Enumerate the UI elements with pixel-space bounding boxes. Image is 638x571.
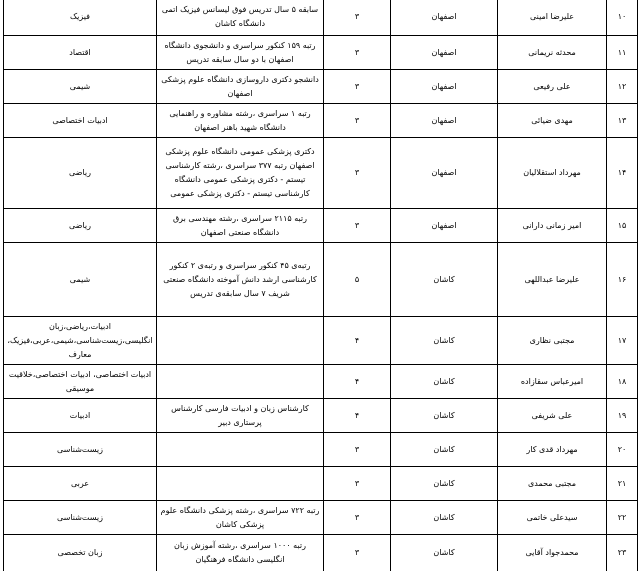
row-number-cell: ۱۰ [607, 0, 638, 36]
name-cell: مهرداد قدی کار [498, 433, 607, 467]
city-cell: اصفهان [391, 104, 498, 138]
subjects-cell: ادبیات [4, 399, 157, 433]
row-number-cell: ۲۳ [607, 535, 638, 571]
city-cell: کاشان [391, 501, 498, 535]
description-cell: رتبه ۷۲۲ سراسری ،رشته پزشکی دانشگاه علوم پزشکی کاشان [157, 501, 324, 535]
count-cell: ۳ [324, 467, 391, 501]
city-cell: اصفهان [391, 138, 498, 209]
subjects-cell: شیمی [4, 70, 157, 104]
table-row [4, 365, 638, 399]
row-number-cell: ۱۲ [607, 70, 638, 104]
subjects-cell: زیست‌شناسی [4, 501, 157, 535]
description-cell: رتبه ۱ سراسری ،رشته مشاوره و راهنمایی دانشگاه شهید باهنر اصفهان [157, 104, 324, 138]
city-cell: کاشان [391, 433, 498, 467]
description-cell: سابقه ۵ سال تدریس فوق لیسانس فیزیک اتمی دانشگاه کاشان [157, 0, 324, 36]
table-row [4, 501, 638, 535]
description-cell: رتبه‌ی ۴۵ کنکور سراسری و رتبه‌ی ۲ کنکور کارشناسی ارشد دانش آموخته دانشگاه صنعتی شریف ۷ سال سابقه‌ی تدریس [157, 243, 324, 317]
row-number-cell: ۱۴ [607, 138, 638, 209]
count-cell: ۳ [324, 70, 391, 104]
name-cell: امیر زمانی دارانی [498, 209, 607, 243]
table-row [4, 36, 638, 70]
subjects-cell: عربی [4, 467, 157, 501]
table-row [4, 138, 638, 209]
count-cell: ۴ [324, 317, 391, 365]
city-cell: کاشان [391, 243, 498, 317]
name-cell: مهدی ضیائی [498, 104, 607, 138]
name-cell: مجتبی نظاری [498, 317, 607, 365]
description-cell: رتبه ۱۰۰۰ سراسری ،رشته آموزش زبان انگلیسی دانشگاه فرهنگیان [157, 535, 324, 571]
description-cell [157, 467, 324, 501]
row-number-cell: ۲۲ [607, 501, 638, 535]
city-cell: کاشان [391, 399, 498, 433]
row-number-cell: ۱۳ [607, 104, 638, 138]
description-cell: رتبه ۱۵۹ کنکور سراسری و دانشجوی دانشگاه اصفهان با دو سال سابقه تدریس [157, 36, 324, 70]
table-row [4, 535, 638, 571]
count-cell: ۴ [324, 365, 391, 399]
subjects-cell: ریاضی [4, 138, 157, 209]
city-cell: اصفهان [391, 70, 498, 104]
name-cell: سیدعلی خاتمی [498, 501, 607, 535]
row-number-cell: ۱۹ [607, 399, 638, 433]
tutor-table [3, 0, 638, 571]
table-row [4, 104, 638, 138]
city-cell: کاشان [391, 535, 498, 571]
city-cell: کاشان [391, 467, 498, 501]
subjects-cell: ادبیات اختصاصی، ادبیات اختصاصی،خلاقیت موسیقی [4, 365, 157, 399]
row-number-cell: ۲۱ [607, 467, 638, 501]
name-cell: علی شریفی [498, 399, 607, 433]
row-number-cell: ۱۷ [607, 317, 638, 365]
name-cell: امیرعباس سقازاده [498, 365, 607, 399]
row-number-cell: ۱۱ [607, 36, 638, 70]
subjects-cell: زبان تخصصی [4, 535, 157, 571]
description-cell: دکتری پزشکی عمومی دانشگاه علوم پزشکی اصفهان رتبه ۳۷۷ سراسری ،رشته کارشناسی تیستم - دکتری پزشکی عمومی دانشگاه کارشناسی تیستم - دکتری پزشکی عمومی [157, 138, 324, 209]
city-cell: اصفهان [391, 0, 498, 36]
subjects-cell: ادبیات،ریاضی،زبان انگلیسی،زیست‌شناسی،شیمی،عربی،فیزیک،معارف [4, 317, 157, 365]
subjects-cell: اقتصاد [4, 36, 157, 70]
city-cell: کاشان [391, 317, 498, 365]
name-cell: علی رفیعی [498, 70, 607, 104]
table-row [4, 0, 638, 36]
count-cell: ۳ [324, 0, 391, 36]
table-row [4, 70, 638, 104]
city-cell: اصفهان [391, 209, 498, 243]
description-cell [157, 433, 324, 467]
city-cell: اصفهان [391, 36, 498, 70]
city-cell: کاشان [391, 365, 498, 399]
description-cell: دانشجو دکتری داروسازی دانشگاه علوم پزشکی اصفهان [157, 70, 324, 104]
subjects-cell: ریاضی [4, 209, 157, 243]
description-cell [157, 317, 324, 365]
subjects-cell: شیمی [4, 243, 157, 317]
row-number-cell: ۱۶ [607, 243, 638, 317]
subjects-cell: فیزیک [4, 0, 157, 36]
count-cell: ۳ [324, 433, 391, 467]
table-row [4, 243, 638, 317]
count-cell: ۵ [324, 243, 391, 317]
description-cell [157, 365, 324, 399]
table-row [4, 399, 638, 433]
count-cell: ۳ [324, 138, 391, 209]
row-number-cell: ۲۰ [607, 433, 638, 467]
table-row [4, 209, 638, 243]
name-cell: مجتبی محمدی [498, 467, 607, 501]
count-cell: ۳ [324, 501, 391, 535]
subjects-cell: زیست‌شناسی [4, 433, 157, 467]
name-cell: محمدجواد آقایی [498, 535, 607, 571]
row-number-cell: ۱۵ [607, 209, 638, 243]
row-number-cell: ۱۸ [607, 365, 638, 399]
count-cell: ۳ [324, 209, 391, 243]
description-cell: رتبه ۲۱۱۵ سراسری ،رشته مهندسی برق دانشگاه صنعتی اصفهان [157, 209, 324, 243]
table-row [4, 317, 638, 365]
count-cell: ۳ [324, 104, 391, 138]
name-cell: مهرداد استقلالیان [498, 138, 607, 209]
table-row [4, 467, 638, 501]
name-cell: محدثه نریمانی [498, 36, 607, 70]
description-cell: کارشناس زبان و ادبیات فارسی کارشناس پرستاری دبیر [157, 399, 324, 433]
count-cell: ۳ [324, 535, 391, 571]
count-cell: ۳ [324, 36, 391, 70]
subjects-cell: ادبیات اختصاصی [4, 104, 157, 138]
name-cell: علیرضا عبداللهی [498, 243, 607, 317]
name-cell: علیرضا امینی [498, 0, 607, 36]
table-row [4, 433, 638, 467]
count-cell: ۴ [324, 399, 391, 433]
